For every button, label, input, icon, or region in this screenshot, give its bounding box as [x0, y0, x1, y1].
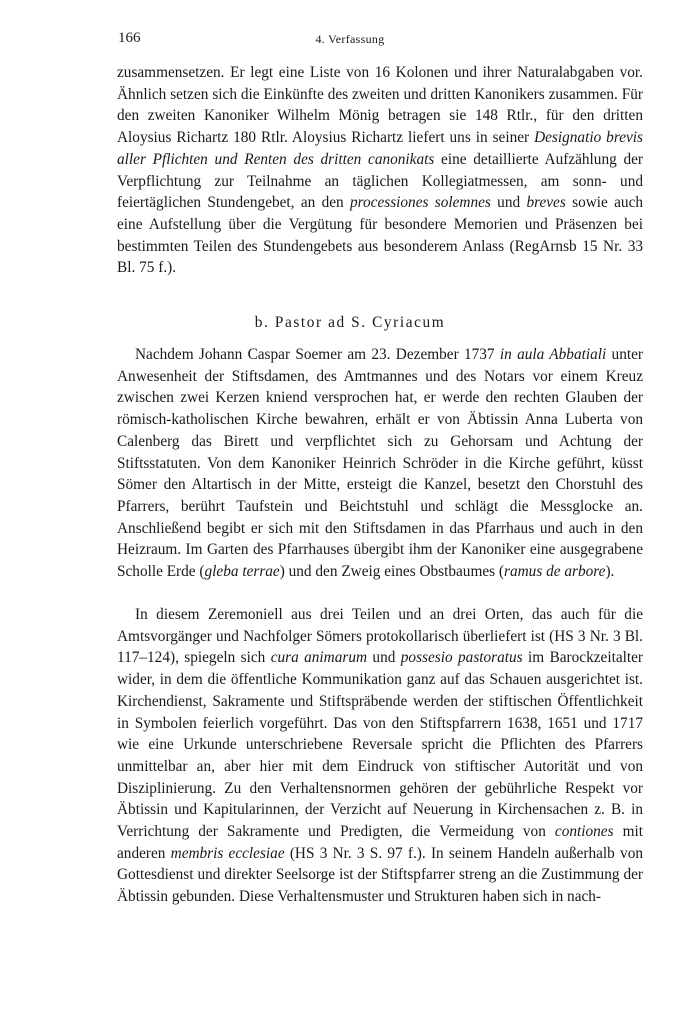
para1-italic-breves: breves: [526, 194, 566, 212]
para3-italic-membris: membris ecclesiae: [170, 844, 285, 862]
page-number: 166: [118, 30, 141, 46]
para2-text-3: ) und den Zweig eines Obstbaumes (: [279, 563, 505, 581]
paragraph-income-canons: [117, 62, 643, 279]
para1-text-3: und: [490, 194, 527, 212]
para3-italic-cura: cura animarum: [270, 649, 368, 667]
para1-text-1: zusammensetzen. Er legt eine Liste von 16 Kolonen und ihrer Naturalabgaben vor. Ähnlich setzen sich die Einkünfte des zweiten und dritten Kanonikers zusammen. Für den zweiten Kanoniker Wilhelm Mönig betragen sie 148 Rtlr., für den dritten Aloysius Richartz 180 Rtlr. Aloysius Richartz liefert uns in seiner: [117, 64, 643, 147]
paragraph-ceremony: [117, 604, 643, 908]
para3-text-1: In diesem Zeremoniell aus drei Teilen und an drei Orten, das auch für die Amtsvorgänger und Nachfolger Sömers protokollarisch überliefert ist (HS 3 Nr. 3 Bl. 117–124), spiegeln sich: [117, 606, 643, 667]
para2-text-4: ).: [605, 563, 615, 581]
para2-text-1: Nachdem Johann Caspar Soemer am 23. Dezember 1737: [135, 346, 500, 363]
para2-text-2: unter Anwesenheit der Stiftsdamen, des Amtmannes und des Notars vor einem Kreuz zwischen zwei Kerzen kniend versprochen hat, er werde den rechten Glauben der römisch-katholischen Kirche bewahren, erhält er von Äbtissin Anna Luberta von Calenberg das Birett und verpflichtet sich zu Gehorsam und Achtung der Stiftsstatuten. Von dem Kanoniker Heinrich Schröder in die Kirche geführt, küsst Sömer den Altartisch in der Mitte, ersteigt die Kanzel, besetzt den Chorstuhl des Pfarrers, berührt Taufstein und Beichtstuhl und schlägt die Messglocke an. Anschließend begibt er sich mit den Stiftsdamen in das Pfarrhaus und auch in den Heizraum. Im Garten des Pfarrhauses übergibt ihm der Kanoniker eine ausgegrabene Scholle Erde (: [117, 346, 643, 581]
running-head: 4. Verfassung: [315, 32, 385, 46]
para1-text-4: sowie auch eine Aufstellung über die Vergütung für besondere Memorien und Präsenzen bei bestimmten Teilen des Stundengebets aus besonderem Anlass (RegArnsb 15 Nr. 33 Bl. 75 f.).: [117, 194, 644, 277]
para3-text-4: mit anderen: [117, 823, 643, 862]
para3-text-2: und: [367, 649, 401, 667]
paragraph-installation: [117, 344, 643, 583]
para2-italic-aula: in aula Abbatiali: [499, 346, 607, 363]
para1-text-2: eine detaillierte Aufzählung der Verpflichtung zur Teilnahme an täglichen Kollegiatmessen, am sonn- und feiertäglichen Stundengebet, an den: [117, 150, 643, 212]
para2-italic-gleba: gleba terrae: [204, 563, 280, 581]
para2-italic-ramus: ramus de arbore: [504, 563, 606, 581]
para1-italic-designatio: Designatio brevis aller Pflichten und Renten des dritten canonikats: [117, 129, 644, 168]
para3-italic-contiones: contiones: [554, 823, 614, 841]
para3-italic-possesio: possesio pastoratus: [400, 649, 523, 667]
para3-text-5: (HS 3 Nr. 3 S. 97 f.). In seinem Handeln außerhalb von Gottesdienst und direkter Seelsorge ist der Stiftspfarrer streng an die Zustimmung der Äbtissin gebunden. Diese Verhaltensmuster und Strukturen haben sich in nach-: [117, 844, 643, 906]
section-heading: b. Pastor ad S. Cyriacum: [254, 314, 446, 331]
para1-italic-processiones: processiones solemnes: [349, 194, 491, 212]
para3-text-3: im Barockzeitalter wider, in dem die öffentliche Kommunikation ganz auf das Schauen ausgerichtet ist. Kirchendienst, Sakramente und Stiftspräbende werden der stiftischen Öffentlichkeit in Symbolen feierlich vorgeführt. Das von den Stiftspfarrern 1638, 1651 und 1717 wie eine Urkunde unterschriebene Reversale spricht die Pflichten des Pfarrers unmittelbar an, aber hier mit dem Eindruck von stiftischer Autorität und von Disziplinierung. Zu den Verhaltensnormen gehören der gebührliche Respekt vor Äbtissin und Kapitularinnen, der Verzicht auf Neuerung in Kirchensachen z. B. in Verrichtung der Sakramente und Predigten, die Vermeidung von: [117, 649, 643, 841]
